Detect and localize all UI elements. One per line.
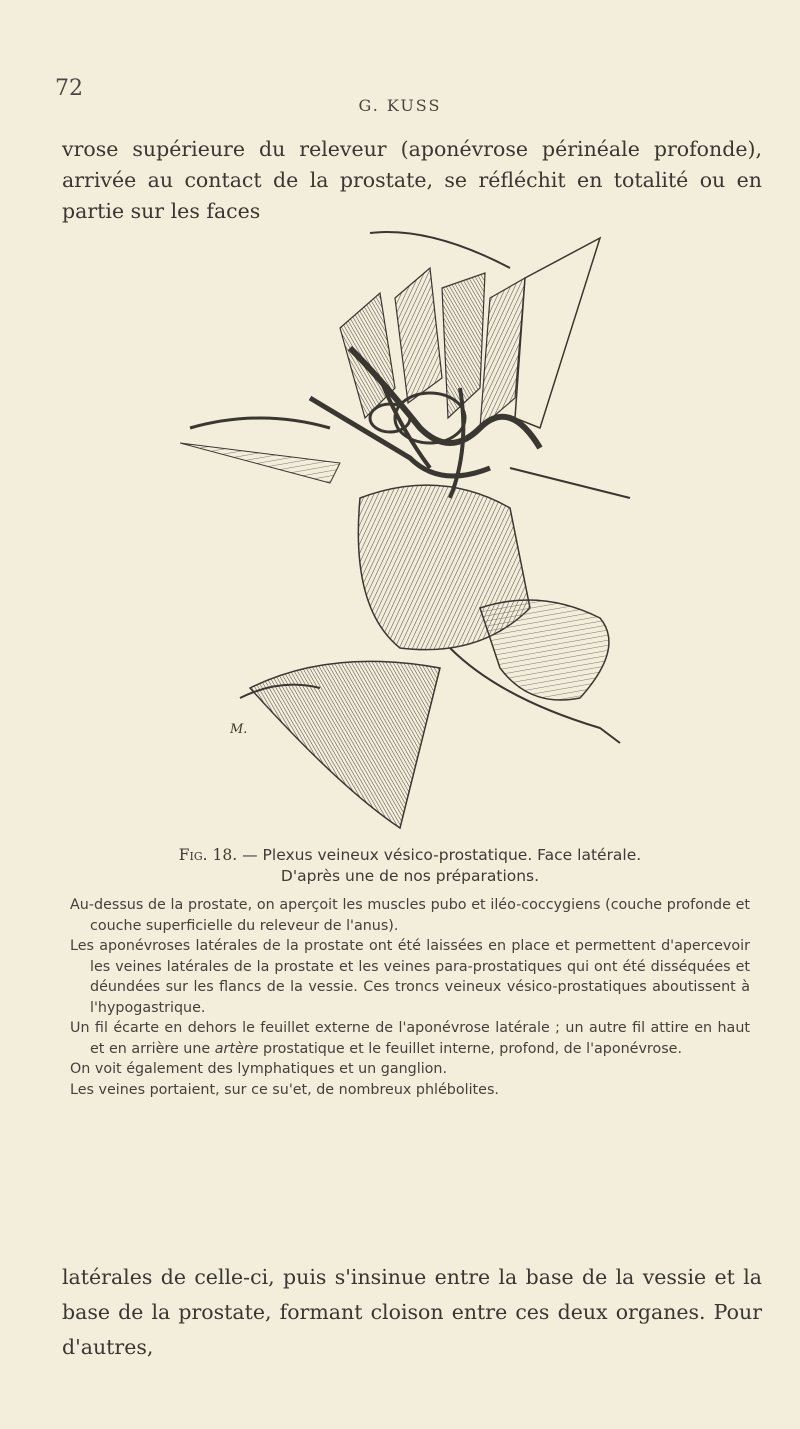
anatomical-illustration — [180, 228, 640, 833]
legend-text: Un fil écarte en dehors le feuillet externe de l'aponévrose latérale ; un autre fil attire en haut et en arrière une — [70, 1020, 750, 1057]
figure-caption — [90, 845, 730, 887]
figure-label: Fig. 18. — [178, 846, 238, 864]
legend-paragraph: On voit également des lymphatiques et un ganglion. — [70, 1061, 448, 1077]
legend-paragraph: Au-dessus de la prostate, on aperçoit les muscles pubo et iléo-coccygiens (couche profonde et couche superficielle du releveur de l'anus). — [70, 897, 750, 934]
legend-paragraph — [70, 1018, 750, 1059]
running-head: G. KUSS — [358, 96, 442, 115]
caption-line-1 — [90, 845, 730, 866]
legend-paragraph: Les veines portaient, sur ce su'et, de nombreux phlébolites. — [70, 1081, 499, 1098]
page-number: 72 — [55, 76, 83, 101]
body-paragraph-top: vrose supérieure du releveur (aponévrose périnéale profonde), arrivée au contact de la prostate, se réfléchit en totalité ou en partie sur les faces — [62, 137, 762, 223]
figure-subtitle: D'après une de nos préparations. — [280, 867, 540, 885]
figure-legend — [70, 895, 750, 1100]
legend-paragraph: Les aponévroses latérales de la prostate ont été laissées en place et permettent d'apercevoir les veines latérales de la prostate et les veines para-prostatiques qui ont été disséquées et déundées sur les flancs de la vessie. Ces troncs veineux vésico-prostatiques aboutissent à l'hypogastrique. — [70, 938, 750, 1016]
legend-emphasis: artère — [214, 1040, 259, 1057]
figure-inset-mark: M. — [230, 722, 248, 737]
legend-text: prostatique et le feuillet interne, profond, de l'aponévrose. — [258, 1040, 682, 1057]
body-paragraph-bottom: latérales de celle-ci, puis s'insinue entre la base de la vessie et la base de la prostate, formant cloison entre ces deux organes. Pour d'autres, — [62, 1265, 762, 1359]
figure-title: — Plexus veineux vésico-prostatique. Face latérale. — [242, 846, 642, 864]
